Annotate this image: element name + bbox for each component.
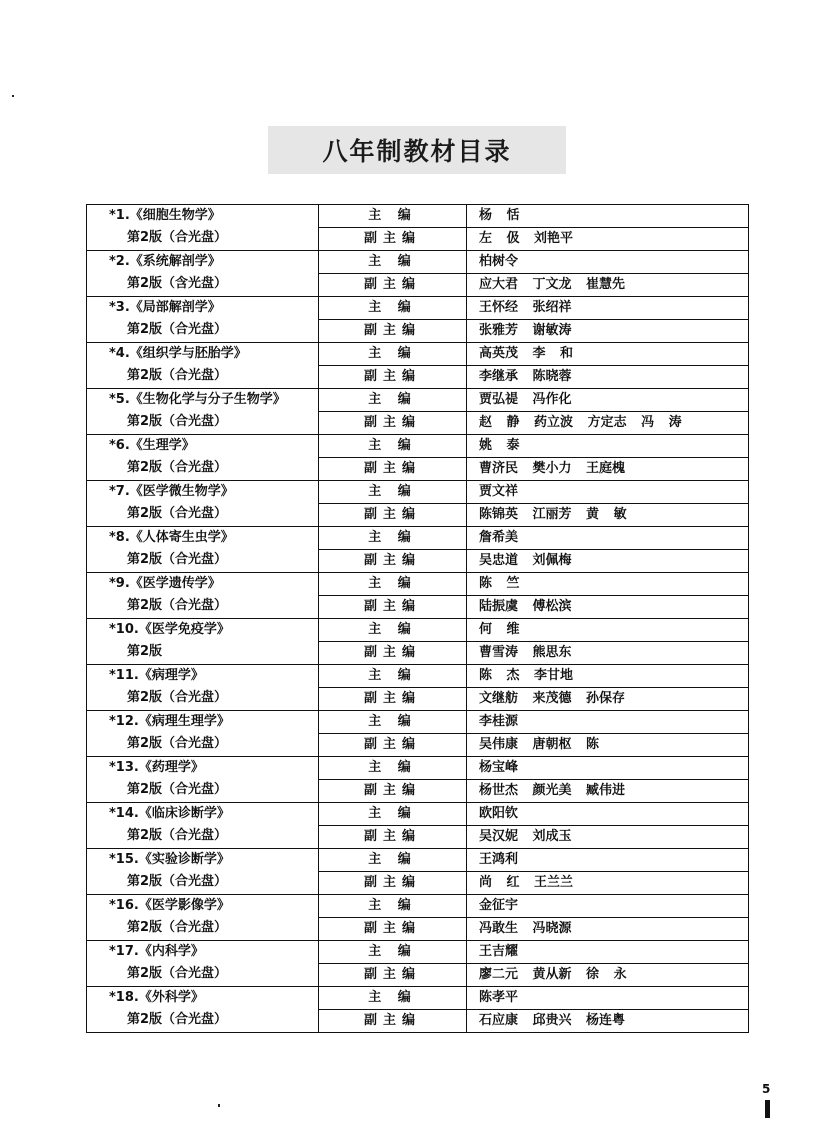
editor-role: 主 编 xyxy=(319,343,467,366)
associate-editor-role: 副主编 xyxy=(319,228,467,251)
book-title: *1.《细胞生物学》 xyxy=(109,208,221,223)
associate-editor-names: 曹雪涛 熊思东 xyxy=(467,642,749,665)
editor-role: 主 编 xyxy=(319,941,467,964)
editor-role: 主 编 xyxy=(319,435,467,458)
associate-editor-role: 副主编 xyxy=(319,826,467,849)
editor-role: 主 编 xyxy=(319,389,467,412)
associate-editor-names: 吴汉妮 刘成玉 xyxy=(467,826,749,849)
catalog-row xyxy=(87,481,749,504)
editor-names: 何 维 xyxy=(467,619,749,642)
associate-editor-names: 冯敢生 冯晓源 xyxy=(467,918,749,941)
editor-names: 陈 杰 李甘地 xyxy=(467,665,749,688)
scan-speck xyxy=(218,1104,220,1107)
associate-editor-names: 左 伋 刘艳平 xyxy=(467,228,749,251)
book-title: *14.《临床诊断学》 xyxy=(109,806,230,821)
book-edition: 第2版（合光盘） xyxy=(127,230,228,245)
page-title: 八年制教材目录 xyxy=(322,137,512,166)
book-cell xyxy=(87,665,319,711)
editor-names: 陈孝平 xyxy=(467,987,749,1010)
book-edition: 第2版（合光盘） xyxy=(127,690,228,705)
page-number: 5 xyxy=(762,1082,771,1096)
associate-editor-names: 张雅芳 谢敏涛 xyxy=(467,320,749,343)
book-edition: 第2版（合光盘） xyxy=(127,414,228,429)
editor-names: 高英茂 李 和 xyxy=(467,343,749,366)
associate-editor-names: 文继舫 来茂德 孙保存 xyxy=(467,688,749,711)
editor-role: 主 编 xyxy=(319,665,467,688)
book-cell xyxy=(87,757,319,803)
book-title: *7.《医学微生物学》 xyxy=(109,484,234,499)
associate-editor-names: 廖二元 黄从新 徐 永 xyxy=(467,964,749,987)
catalog-row xyxy=(87,527,749,550)
catalog-row xyxy=(87,803,749,826)
editor-names: 詹希美 xyxy=(467,527,749,550)
book-title: *10.《医学免疫学》 xyxy=(109,622,230,637)
associate-editor-names: 吴忠道 刘佩梅 xyxy=(467,550,749,573)
editor-names: 柏树令 xyxy=(467,251,749,274)
associate-editor-role: 副主编 xyxy=(319,1010,467,1033)
associate-editor-names: 吴伟康 唐朝枢 陈 xyxy=(467,734,749,757)
editor-role: 主 编 xyxy=(319,573,467,596)
book-title: *2.《系统解剖学》 xyxy=(109,254,221,269)
editor-role: 主 编 xyxy=(319,895,467,918)
associate-editor-names: 陈锦英 江丽芳 黄 敏 xyxy=(467,504,749,527)
book-cell xyxy=(87,297,319,343)
catalog-row xyxy=(87,251,749,274)
book-cell xyxy=(87,711,319,757)
associate-editor-names: 李继承 陈晓蓉 xyxy=(467,366,749,389)
editor-names: 陈 竺 xyxy=(467,573,749,596)
associate-editor-role: 副主编 xyxy=(319,918,467,941)
book-title: *11.《病理学》 xyxy=(109,668,204,683)
editor-role: 主 编 xyxy=(319,481,467,504)
book-cell xyxy=(87,481,319,527)
book-cell xyxy=(87,251,319,297)
book-edition: 第2版（合光盘） xyxy=(127,1012,228,1027)
editor-names: 王怀经 张绍祥 xyxy=(467,297,749,320)
associate-editor-role: 副主编 xyxy=(319,458,467,481)
book-title: *8.《人体寄生虫学》 xyxy=(109,530,234,545)
book-cell xyxy=(87,205,319,251)
book-edition: 第2版（合光盘） xyxy=(127,736,228,751)
editor-role: 主 编 xyxy=(319,619,467,642)
associate-editor-role: 副主编 xyxy=(319,780,467,803)
editor-role: 主 编 xyxy=(319,757,467,780)
book-title: *13.《药理学》 xyxy=(109,760,204,775)
editor-role: 主 编 xyxy=(319,205,467,228)
book-title: *12.《病理生理学》 xyxy=(109,714,230,729)
catalog-row xyxy=(87,895,749,918)
editor-role: 主 编 xyxy=(319,849,467,872)
book-edition: 第2版 xyxy=(127,644,163,659)
associate-editor-names: 杨世杰 颜光美 臧伟进 xyxy=(467,780,749,803)
associate-editor-role: 副主编 xyxy=(319,734,467,757)
book-edition: 第2版（合光盘） xyxy=(127,460,228,475)
associate-editor-role: 副主编 xyxy=(319,320,467,343)
book-edition: 第2版（合光盘） xyxy=(127,506,228,521)
catalog-row xyxy=(87,941,749,964)
associate-editor-role: 副主编 xyxy=(319,550,467,573)
associate-editor-role: 副主编 xyxy=(319,596,467,619)
associate-editor-role: 副主编 xyxy=(319,964,467,987)
page-title-banner xyxy=(268,126,566,174)
catalog-row xyxy=(87,573,749,596)
book-title: *9.《医学遗传学》 xyxy=(109,576,221,591)
book-cell xyxy=(87,803,319,849)
catalog-row xyxy=(87,205,749,228)
book-cell xyxy=(87,389,319,435)
associate-editor-names: 赵 静 药立波 方定志 冯 涛 xyxy=(467,412,749,435)
book-edition: 第2版（合光盘） xyxy=(127,368,228,383)
editor-role: 主 编 xyxy=(319,297,467,320)
associate-editor-role: 副主编 xyxy=(319,504,467,527)
editor-names: 王鸿利 xyxy=(467,849,749,872)
book-cell xyxy=(87,527,319,573)
book-cell xyxy=(87,435,319,481)
associate-editor-names: 应大君 丁文龙 崔慧先 xyxy=(467,274,749,297)
catalog-row xyxy=(87,389,749,412)
associate-editor-names: 尚 红 王兰兰 xyxy=(467,872,749,895)
book-edition: 第2版（含光盘） xyxy=(127,276,228,291)
book-cell xyxy=(87,849,319,895)
editor-names: 王吉耀 xyxy=(467,941,749,964)
book-cell xyxy=(87,573,319,619)
editor-names: 李桂源 xyxy=(467,711,749,734)
editor-names: 贾弘禔 冯作化 xyxy=(467,389,749,412)
editor-names: 金征宇 xyxy=(467,895,749,918)
catalog-row xyxy=(87,435,749,458)
book-edition: 第2版（合光盘） xyxy=(127,322,228,337)
book-edition: 第2版（合光盘） xyxy=(127,552,228,567)
associate-editor-role: 副主编 xyxy=(319,688,467,711)
associate-editor-names: 石应康 邱贵兴 杨连粤 xyxy=(467,1010,749,1033)
book-cell xyxy=(87,619,319,665)
associate-editor-names: 陆振虞 傅松滨 xyxy=(467,596,749,619)
book-edition: 第2版（合光盘） xyxy=(127,966,228,981)
associate-editor-role: 副主编 xyxy=(319,412,467,435)
book-title: *6.《生理学》 xyxy=(109,438,195,453)
associate-editor-role: 副主编 xyxy=(319,274,467,297)
editor-names: 姚 泰 xyxy=(467,435,749,458)
book-edition: 第2版（合光盘） xyxy=(127,828,228,843)
catalog-row xyxy=(87,297,749,320)
editor-names: 欧阳钦 xyxy=(467,803,749,826)
associate-editor-role: 副主编 xyxy=(319,872,467,895)
book-edition: 第2版（合光盘） xyxy=(127,598,228,613)
editor-role: 主 编 xyxy=(319,803,467,826)
catalog-row xyxy=(87,343,749,366)
book-title: *15.《实验诊断学》 xyxy=(109,852,230,867)
page-edge-mark xyxy=(765,1100,770,1118)
scan-speck xyxy=(12,95,14,97)
book-edition: 第2版（合光盘） xyxy=(127,782,228,797)
catalog-row xyxy=(87,987,749,1010)
editor-names: 贾文祥 xyxy=(467,481,749,504)
catalog-row xyxy=(87,757,749,780)
book-title: *3.《局部解剖学》 xyxy=(109,300,221,315)
textbook-catalog-table xyxy=(86,204,749,1033)
editor-names: 杨宝峰 xyxy=(467,757,749,780)
catalog-row xyxy=(87,849,749,872)
catalog-body xyxy=(87,205,749,1033)
editor-role: 主 编 xyxy=(319,711,467,734)
book-cell xyxy=(87,343,319,389)
book-cell xyxy=(87,895,319,941)
book-cell xyxy=(87,987,319,1033)
book-title: *16.《医学影像学》 xyxy=(109,898,230,913)
book-title: *17.《内科学》 xyxy=(109,944,204,959)
editor-role: 主 编 xyxy=(319,251,467,274)
book-cell xyxy=(87,941,319,987)
book-title: *5.《生物化学与分子生物学》 xyxy=(109,392,286,407)
associate-editor-names: 曹济民 樊小力 王庭槐 xyxy=(467,458,749,481)
book-edition: 第2版（合光盘） xyxy=(127,874,228,889)
book-title: *4.《组织学与胚胎学》 xyxy=(109,346,247,361)
associate-editor-role: 副主编 xyxy=(319,642,467,665)
associate-editor-role: 副主编 xyxy=(319,366,467,389)
editor-role: 主 编 xyxy=(319,527,467,550)
catalog-row xyxy=(87,665,749,688)
editor-role: 主 编 xyxy=(319,987,467,1010)
editor-names: 杨 恬 xyxy=(467,205,749,228)
book-title: *18.《外科学》 xyxy=(109,990,204,1005)
catalog-row xyxy=(87,619,749,642)
catalog-row xyxy=(87,711,749,734)
book-edition: 第2版（合光盘） xyxy=(127,920,228,935)
